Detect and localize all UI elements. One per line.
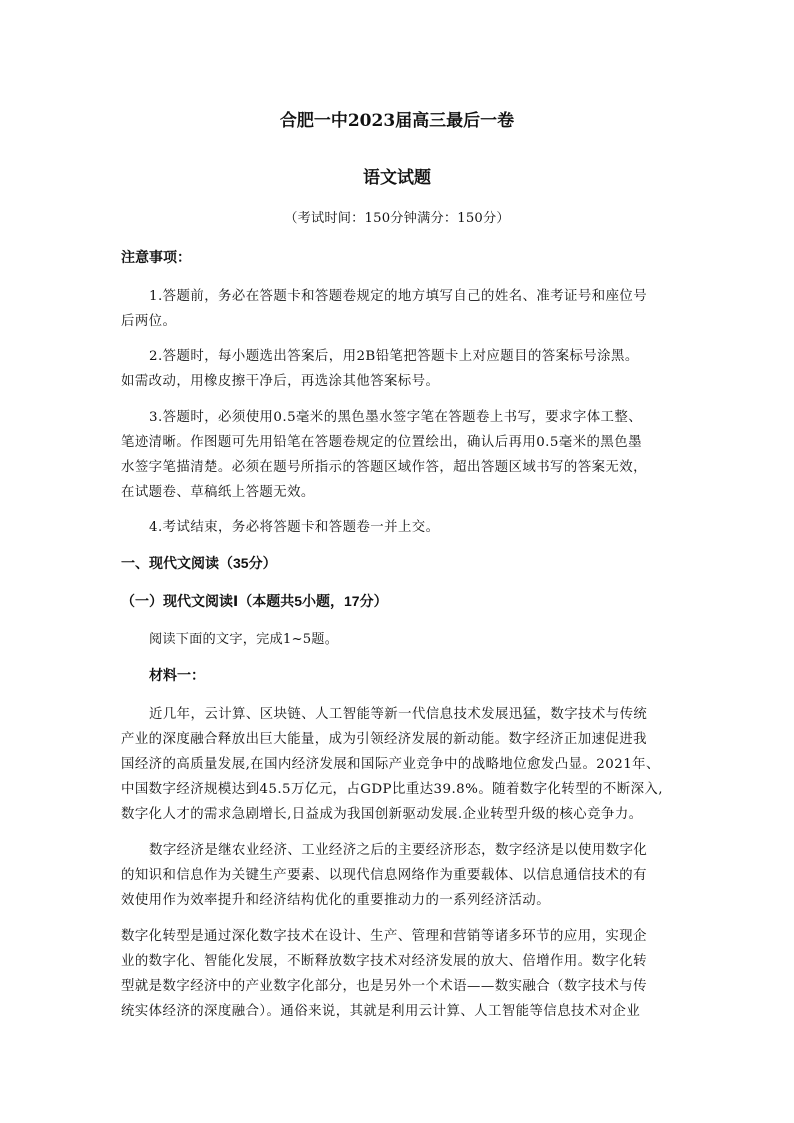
- reading-instruction: 阅读下面的文字，完成1~5题。: [149, 632, 339, 647]
- material-label: 材料一：: [149, 667, 205, 683]
- exam-title: 合肥一中2023届高三最后一卷: [279, 111, 515, 131]
- notice-item-3-line-2: 笔迹清晰。作图题可先用铅笔在答题卷规定的位置绘出，确认后再用0.5毫米的黑色墨: [121, 435, 642, 450]
- paragraph-3-line-1: 数字化转型是通过深化数字技术在设计、生产、管理和营销等诸多环节的应用，实现企: [121, 929, 647, 944]
- paragraph-1-line-2: 产业的深度融合释放出巨大能量，成为引领经济发展的新动能。数字经济正加速促进我: [121, 732, 647, 747]
- notice-item-3-line-3: 水签字笔描清楚。必须在题号所指示的答题区域作答，超出答题区域书写的答案无效，: [121, 460, 647, 475]
- paragraph-1-line-1: 近几年，云计算、区块链、人工智能等新一代信息技术发展迅猛，数字技术与传统: [149, 707, 648, 722]
- section-subheading: （一）现代文阅读Ⅰ（本题共5小题，17分）: [121, 593, 388, 609]
- paragraph-2-line-2: 的知识和信息作为关键生产要素、以现代信息网络作为重要载体、以信息通信技术的有: [121, 868, 647, 883]
- notice-item-3-line-4: 在试题卷、草稿纸上答题无效。: [121, 485, 315, 500]
- notice-item-4-line-1: 4.考试结束，务必将答题卡和答题卷一并上交。: [149, 520, 440, 535]
- notice-item-2-line-2: 如需改动，用橡皮擦干净后，再选涂其他答案标号。: [121, 374, 440, 389]
- notice-heading: 注意事项：: [121, 249, 191, 265]
- paragraph-3-line-4: 统实体经济的深度融合）。通俗来说，其就是利用云计算、人工智能等信息技术对企业: [121, 1004, 641, 1019]
- subject-title: 语文试题: [363, 168, 431, 188]
- paragraph-2-line-3: 效使用作为效率提升和经济结构优化的重要推动力的一系列经济活动。: [121, 893, 551, 908]
- paragraph-1-line-4: 中国数字经济规模达到45.5万亿元，占GDP比重达39.8%。随着数字化转型的不断深入,: [121, 782, 663, 797]
- paragraph-1-line-5: 数字化人才的需求急剧增长,日益成为我国创新驱动发展.企业转型升级的核心竞争力。: [121, 807, 643, 822]
- notice-item-1-line-2: 后两位。: [121, 314, 177, 329]
- paragraph-1-line-3: 国经济的高质量发展,在国内经济发展和国际产业竞争中的战略地位愈发凸显。2021年、: [121, 757, 660, 772]
- notice-item-1-line-1: 1.答题前，务必在答题卡和答题卷规定的地方填写自己的姓名、准考证号和座位号: [149, 289, 648, 304]
- notice-item-3-line-1: 3.答题时，必须使用0.5毫米的黑色墨水签字笔在答题卷上书写，要求字体工整、: [149, 410, 643, 425]
- notice-item-2-line-1: 2.答题时，每小题选出答案后，用2B铅笔把答题卡上对应题目的答案标号涂黑。: [149, 349, 639, 364]
- paragraph-3-line-2: 业的数字化、智能化发展，不断释放数字技术对经济发展的放大、倍增作用。数字化转: [121, 954, 647, 969]
- section-heading: 一、现代文阅读（35分）: [121, 555, 277, 571]
- paragraph-2-line-1: 数字经济是继农业经济、工业经济之后的主要经济形态，数字经济是以使用数字化: [149, 843, 648, 858]
- paragraph-3-line-3: 型就是数字经济中的产业数字化部分，也是另外一个术语——数实融合（数字技术与传: [121, 979, 647, 994]
- exam-time-info: （考试时间：150分钟满分：150分）: [284, 211, 510, 226]
